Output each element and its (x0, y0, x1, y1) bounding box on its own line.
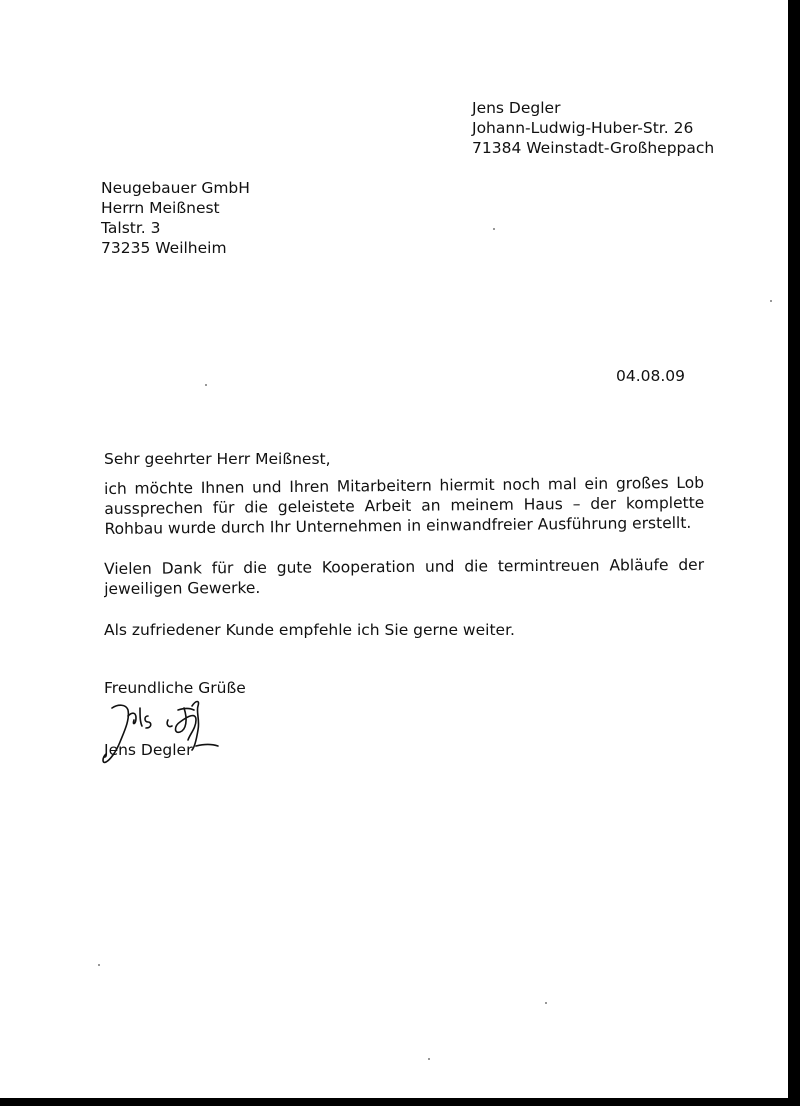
salutation: Sehr geehrter Herr Meißnest, (104, 450, 331, 468)
scan-border-right (788, 0, 800, 1106)
sender-address (472, 98, 714, 158)
sender-street: Johann-Ludwig-Huber-Str. 26 (472, 119, 694, 137)
letter-date: 04.08.09 (616, 367, 686, 385)
body-paragraph-3: Als zufriedener Kunde empfehle ich Sie gerne weiter. (104, 621, 515, 639)
closing: Freundliche Grüße (104, 679, 246, 697)
scan-border-bottom (0, 1098, 800, 1106)
scan-speck (493, 228, 495, 230)
signer-name: Jens Degler (104, 741, 193, 759)
recipient-contact: Herrn Meißnest (101, 199, 220, 217)
recipient-street: Talstr. 3 (101, 219, 161, 237)
recipient-address (101, 178, 250, 258)
body-paragraph-1: ich möchte Ihnen und Ihren Mitarbeitern hiermit noch mal ein großes Lob aussprechen für die geleistete Arbeit an meinem Haus – der komplette Rohbau wurde durch Ihr Unternehmen in einwandfreier Ausführung erstellt. (104, 473, 705, 538)
scan-speck (205, 384, 207, 386)
body-paragraph-2: Vielen Dank für die gute Kooperation und die termintreuen Abläufe der jeweiligen Gewerke. (104, 555, 705, 598)
recipient-company: Neugebauer GmbH (101, 179, 250, 197)
scan-speck (98, 964, 100, 966)
scan-speck (428, 1058, 430, 1060)
scan-speck (545, 1002, 547, 1004)
sender-city: 71384 Weinstadt-Großheppach (472, 139, 715, 157)
sender-name: Jens Degler (472, 99, 561, 117)
recipient-city: 73235 Weilheim (101, 239, 227, 257)
scan-speck (770, 300, 772, 302)
